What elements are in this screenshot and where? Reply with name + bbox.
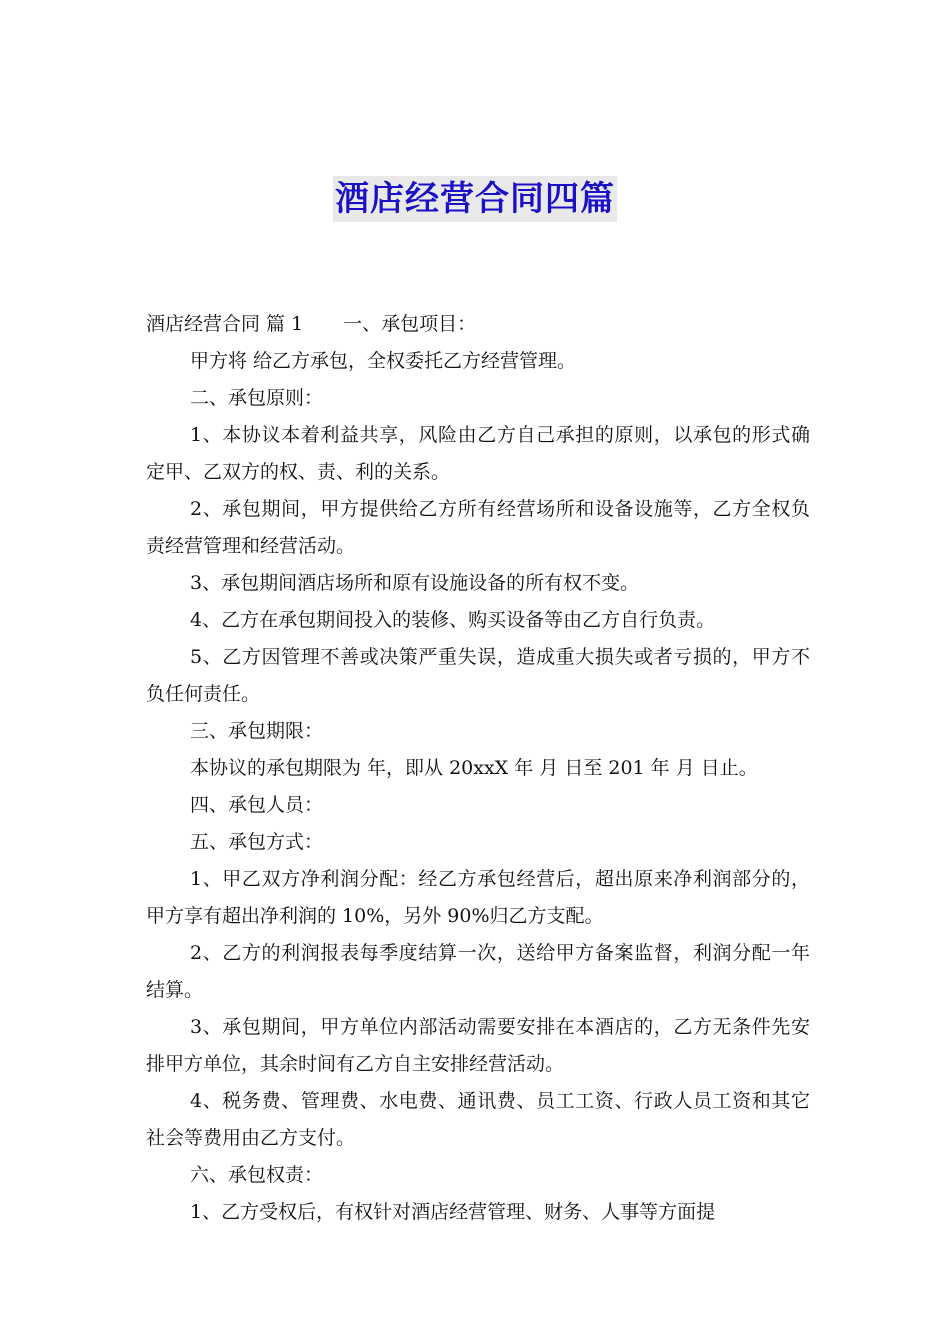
paragraph: 5、乙方因管理不善或决策严重失误，造成重大损失或者亏损的，甲方不负任何责任。: [146, 646, 810, 705]
paragraph: 4、乙方在承包期间投入的装修、购买设备等由乙方自行负责。: [190, 609, 716, 631]
paragraph: 2、承包期间，甲方提供给乙方所有经营场所和设备设施等，乙方全权负责经营管理和经营活动。: [146, 498, 810, 557]
contract-label: 酒店经营合同 篇 1: [146, 313, 304, 335]
paragraph: 2、乙方的利润报表每季度结算一次，送给甲方备案监督，利润分配一年结算。: [146, 942, 810, 1001]
document-title: 酒店经营合同四篇: [333, 176, 617, 222]
paragraph: 1、本协议本着利益共享，风险由乙方自己承担的原则，以承包的形式确定甲、乙双方的权、责、利的关系。: [146, 424, 810, 483]
paragraph: 3、承包期间酒店场所和原有设施设备的所有权不变。: [190, 572, 640, 594]
paragraph: 1、甲乙双方净利润分配：经乙方承包经营后，超出原来净利润部分的，甲方享有超出净利润的 10%，另外 90%归乙方支配。: [146, 868, 810, 927]
paragraph: 1、乙方受权后，有权针对酒店经营管理、财务、人事等方面提: [190, 1201, 716, 1223]
section-heading: 六、承包权责：: [190, 1164, 324, 1186]
paragraph: 3、承包期间，甲方单位内部活动需要安排在本酒店的，乙方无条件先安排甲方单位，其余时间有乙方自主安排经营活动。: [146, 1016, 810, 1075]
section-heading: 四、承包人员：: [190, 794, 324, 816]
paragraph: 4、税务费、管理费、水电费、通讯费、员工工资、行政人员工资和其它社会等费用由乙方支付。: [146, 1090, 810, 1149]
section-heading: 二、承包原则：: [190, 387, 324, 409]
section-heading: 三、承包期限：: [190, 720, 324, 742]
document-body: [146, 306, 810, 1231]
intro-line: [146, 306, 810, 343]
paragraph: 甲方将 给乙方承包，全权委托乙方经营管理。: [190, 350, 577, 372]
section-heading: 五、承包方式：: [190, 831, 324, 853]
section-heading-1: 一、承包项目：: [343, 313, 477, 335]
paragraph: 本协议的承包期限为 年，即从 20xxX 年 月 日至 201 年 月 日止。: [190, 757, 758, 779]
title-container: [0, 176, 950, 222]
